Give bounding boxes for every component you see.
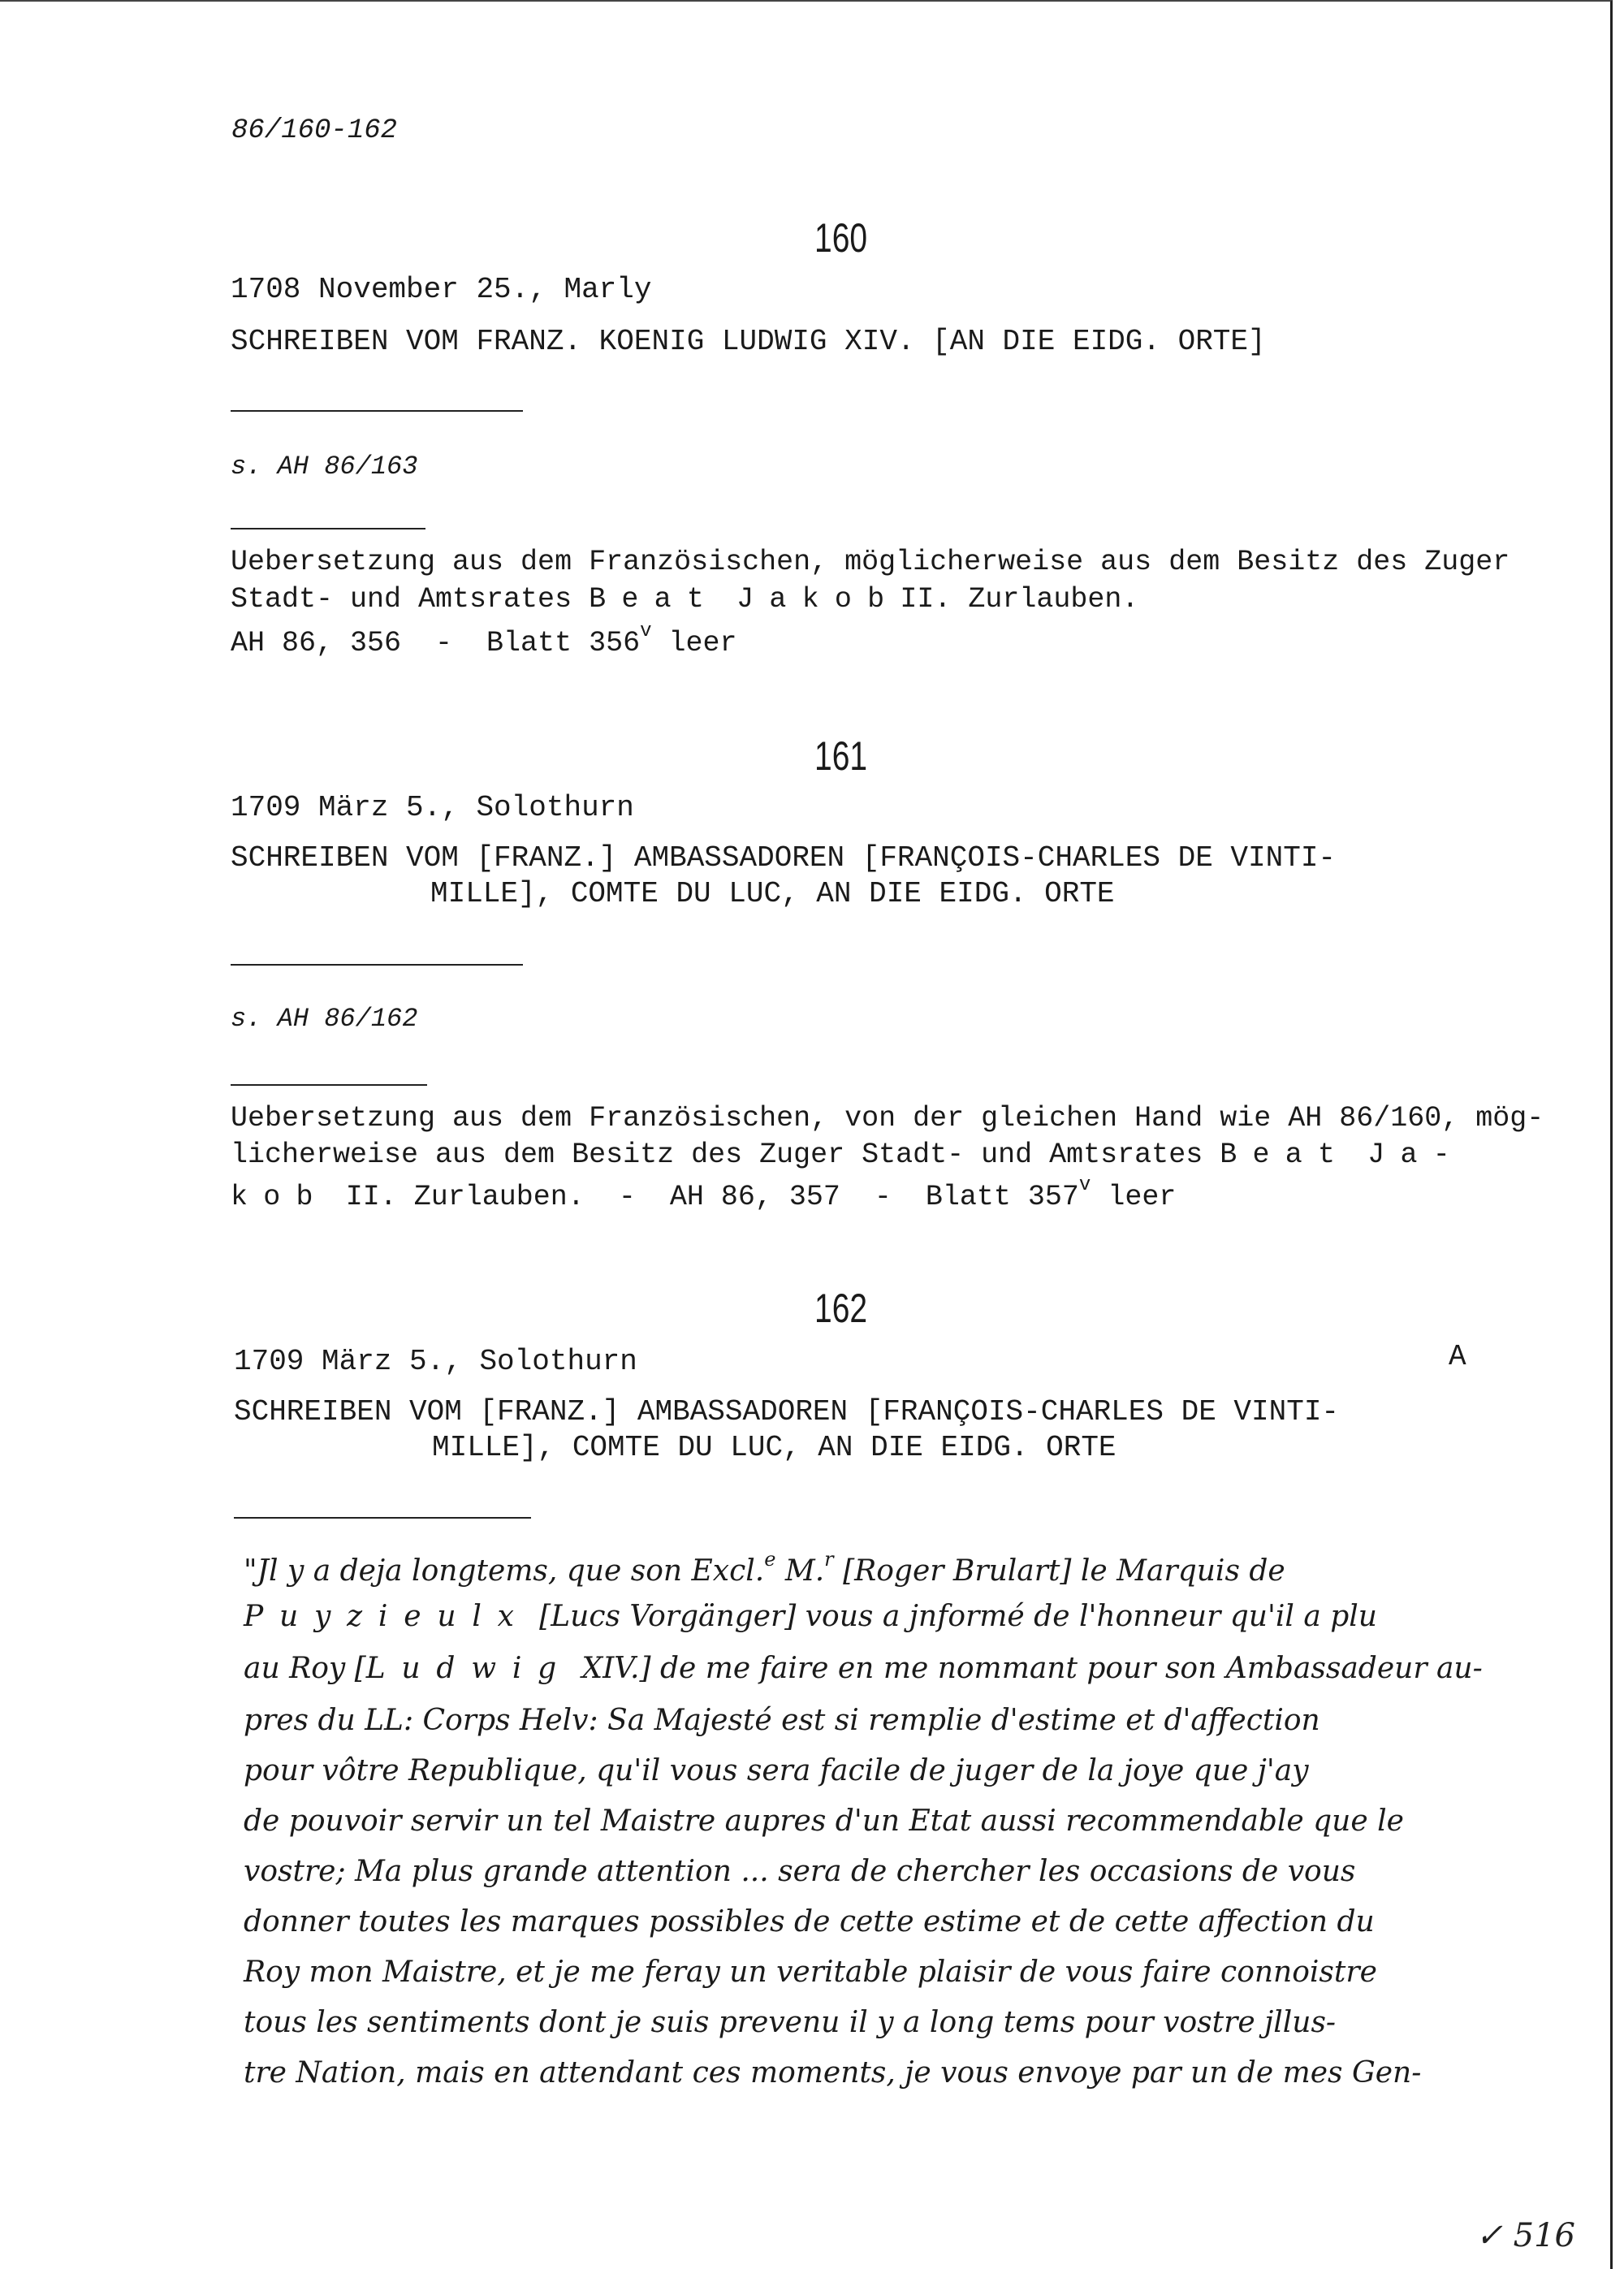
- note-line: Stadt- und Amtsrates Beat JakobII. Zurlauben.: [231, 583, 1139, 616]
- note-line: AH 86, 356 - Blatt 356$^v$ leer: [231, 620, 737, 659]
- quote-line: pres du LL: Corps Helv: Sa Majesté est si remplie d'estime et d'affection: [244, 1704, 1320, 1737]
- archive-reference: 86/160-162: [231, 115, 398, 146]
- quote-line: de pouvoir servir un tel Maistre aupres d'un Etat aussi recommendable que le: [244, 1804, 1404, 1838]
- quote-line: "Jl y a deja longtems, que son Excl.$^e$ M.$^r$ [Roger Brulart] le Marquis de: [244, 1548, 1285, 1588]
- quote-line: vostre; Ma plus grande attention ... sera de chercher les occasions de vous: [244, 1855, 1356, 1888]
- quote-line: Puyzieulx [Lucs Vorgänger] vous a jnformé de l'honneur qu'il a plu: [244, 1600, 1377, 1633]
- entry-number: 161: [814, 733, 868, 779]
- entry-date-place: 1708 November 25., Marly: [231, 273, 652, 306]
- note-line: kob II. Zurlauben. - AH 86, 357 - Blatt 357$^v$ leer: [231, 1174, 1177, 1213]
- entry-date-place: 1709 März 5., Solothurn: [234, 1345, 637, 1378]
- entry-date-place: 1709 März 5., Solothurn: [231, 791, 634, 824]
- entry-title: MILLE], COMTE DU LUC, AN DIE EIDG. ORTE: [432, 1431, 1116, 1464]
- divider: [231, 1084, 427, 1086]
- see-reference: s. AH 86/162: [231, 1004, 418, 1034]
- entry-title: SCHREIBEN VOM FRANZ. KOENIG LUDWIG XIV. [AN DIE EIDG. ORTE]: [231, 325, 1266, 358]
- divider: [234, 1517, 531, 1519]
- quote-line: tous les sentiments dont je suis prevenu il y a long tems pour vostre jllus-: [244, 2006, 1337, 2039]
- version-letter: A: [1449, 1340, 1466, 1373]
- quote-line: tre Nation, mais en attendant ces moments, je vous envoye par un de mes Gen-: [244, 2056, 1422, 2090]
- note-line: Uebersetzung aus dem Französischen, von der gleichen Hand wie AH 86/160, mög-: [231, 1102, 1544, 1134]
- quote-line: donner toutes les marques possibles de cette estime et de cette affection du: [244, 1905, 1375, 1938]
- entry-number: 160: [814, 215, 868, 261]
- entry-title: SCHREIBEN VOM [FRANZ.] AMBASSADOREN [FRANÇOIS-CHARLES DE VINTI-: [231, 841, 1337, 875]
- divider: [231, 964, 523, 966]
- entry-title: SCHREIBEN VOM [FRANZ.] AMBASSADOREN [FRANÇOIS-CHARLES DE VINTI-: [234, 1395, 1340, 1428]
- quote-line: pour vôtre Republique, qu'il vous sera facile de juger de la joye que j'ay: [244, 1754, 1309, 1787]
- note-line: Uebersetzung aus dem Französischen, möglicherweise aus dem Besitz des Zuger: [231, 546, 1510, 578]
- divider: [231, 410, 523, 412]
- entry-title: MILLE], COMTE DU LUC, AN DIE EIDG. ORTE: [430, 877, 1115, 910]
- quote-line: au Roy [Ludwig XIV.] de me faire en me nommant pour son Ambassadeur au-: [244, 1652, 1483, 1685]
- entry-number: 162: [814, 1286, 868, 1331]
- divider: [231, 528, 425, 529]
- handwritten-page-mark: ✓ 516: [1475, 2217, 1575, 2254]
- see-reference: s. AH 86/163: [231, 452, 418, 482]
- quote-line: Roy mon Maistre, et je me feray un veritable plaisir de vous faire connoistre: [244, 1956, 1377, 1989]
- note-line: licherweise aus dem Besitz des Zuger Stadt- und Amtsrates Beat Ja-: [231, 1139, 1466, 1171]
